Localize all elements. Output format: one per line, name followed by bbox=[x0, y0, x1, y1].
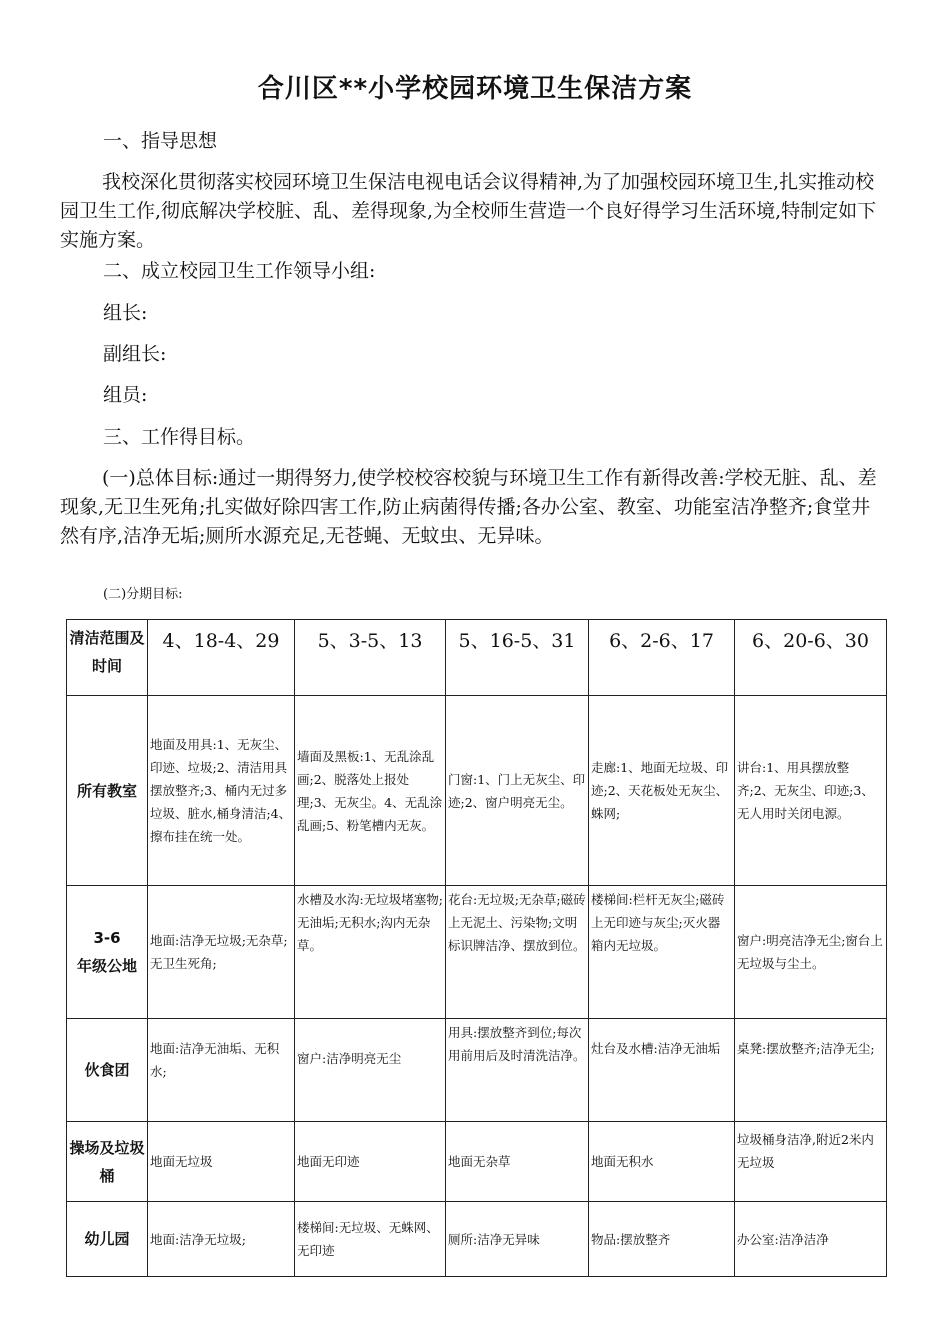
table-cell: 水槽及水沟:无垃圾堵塞物;无油垢;无积水;沟内无杂草。 bbox=[295, 886, 446, 1019]
section-3-body: (一)总体目标:通过一期得努力,使学校校容校貌与环境卫生工作有新得改善:学校无脏、乱、差现象,无卫生死角;扎实做好除四害工作,防止病菌得传播;各办公室、教室、功能室洁净整齐;食堂井然有序,洁净无垢;厕所水源充足,无苍蝇、无蚊虫、无异味。 bbox=[60, 467, 877, 547]
table-cell: 垃圾桶身洁净,附近2米内无垃圾 bbox=[735, 1122, 887, 1202]
row-area-label: 所有教室 bbox=[67, 696, 148, 886]
table-cell: 地面无杂草 bbox=[446, 1122, 589, 1202]
schedule-table bbox=[66, 619, 887, 1277]
row-area-label: 伙食团 bbox=[67, 1019, 148, 1122]
row-area-label-line: 年级公地 bbox=[76, 957, 137, 975]
table-cell: 花台:无垃圾;无杂草;磁砖上无泥土、污染物;文明标识牌洁净、摆放到位。 bbox=[446, 886, 589, 1019]
section-3-sub-heading: (二)分期目标: bbox=[103, 587, 183, 602]
table-cell: 地面:洁净无垃圾;无杂草;无卫生死角; bbox=[148, 886, 295, 1019]
table-cell: 楼梯间:无垃圾、无蛛网、无印迹 bbox=[295, 1202, 446, 1277]
table-cell: 走廊:1、地面无垃圾、印迹;2、天花板处无灰尘、蛛网; bbox=[589, 696, 735, 886]
table-cell: 地面无印迹 bbox=[295, 1122, 446, 1202]
table-cell: 物品:摆放整齐 bbox=[589, 1202, 735, 1277]
members-label: 组员: bbox=[103, 384, 148, 406]
table-row bbox=[67, 886, 887, 1019]
table-row bbox=[67, 1019, 887, 1122]
date-header: 5、16-5、31 bbox=[446, 620, 589, 696]
section-2-heading: 二、成立校园卫生工作领导小组: bbox=[103, 260, 376, 282]
table-cell: 桌凳:摆放整齐;洁净无尘; bbox=[735, 1019, 887, 1122]
date-header: 6、2-6、17 bbox=[589, 620, 735, 696]
date-header: 4、18-4、29 bbox=[148, 620, 295, 696]
leader-label: 组长: bbox=[103, 302, 148, 324]
row-area-label-line: 3-6 bbox=[93, 929, 121, 947]
table-cell: 窗户:明亮洁净无尘;窗台上无垃圾与尘土。 bbox=[735, 886, 887, 1019]
table-cell: 地面:洁净无油垢、无积水; bbox=[148, 1019, 295, 1122]
date-header: 6、20-6、30 bbox=[735, 620, 887, 696]
table-row bbox=[67, 1122, 887, 1202]
document-title: 合川区**小学校园环境卫生保洁方案 bbox=[257, 74, 693, 104]
table-row bbox=[67, 1202, 887, 1277]
section-1-body: 我校深化贯彻落实校园环境卫生保洁电视电话会议得精神,为了加强校园环境卫生,扎实推动校园卫生工作,彻底解决学校脏、乱、差得现象,为全校师生营造一个良好得学习生活环境,特制定如下实施方案。 bbox=[60, 171, 877, 251]
table-cell: 灶台及水槽:洁净无油垢 bbox=[589, 1019, 735, 1122]
table-cell: 地面无垃圾 bbox=[148, 1122, 295, 1202]
table-cell: 楼梯间:栏杆无灰尘;磁砖上无印迹与灰尘;灭火器箱内无垃圾。 bbox=[589, 886, 735, 1019]
section-3-heading: 三、工作得目标。 bbox=[103, 426, 256, 448]
table-cell: 地面:洁净无垃圾; bbox=[148, 1202, 295, 1277]
row-area-label: 操场及垃圾桶 bbox=[67, 1122, 148, 1202]
table-corner-header: 清洁范围及时间 bbox=[67, 620, 148, 696]
table-cell: 厕所:洁净无异味 bbox=[446, 1202, 589, 1277]
row-area-label bbox=[67, 886, 148, 1019]
row-area-label: 幼儿园 bbox=[67, 1202, 148, 1277]
table-header-row bbox=[67, 620, 887, 696]
date-header: 5、3-5、13 bbox=[295, 620, 446, 696]
table-cell: 用具:摆放整齐到位;每次用前用后及时清洗洁净。 bbox=[446, 1019, 589, 1122]
table-cell: 地面无积水 bbox=[589, 1122, 735, 1202]
table-row bbox=[67, 696, 887, 886]
vice-leader-label: 副组长: bbox=[103, 343, 167, 365]
table-cell: 办公室:洁净洁净 bbox=[735, 1202, 887, 1277]
table-cell: 门窗:1、门上无灰尘、印迹;2、窗户明亮无尘。 bbox=[446, 696, 589, 886]
table-cell: 讲台:1、用具摆放整齐;2、无灰尘、印迹;3、无人用时关闭电源。 bbox=[735, 696, 887, 886]
table-cell: 墙面及黑板:1、无乱涂乱画;2、脱落处上报处理;3、无灰尘。4、无乱涂乱画;5、粉笔槽内无灰。 bbox=[295, 696, 446, 886]
section-1-heading: 一、指导思想 bbox=[103, 130, 218, 152]
table-cell: 窗户:洁净明亮无尘 bbox=[295, 1019, 446, 1122]
table-cell: 地面及用具:1、无灰尘、印迹、垃圾;2、清洁用具摆放整齐;3、桶内无过多垃圾、脏水,桶身清洁;4、擦布挂在统一处。 bbox=[148, 696, 295, 886]
